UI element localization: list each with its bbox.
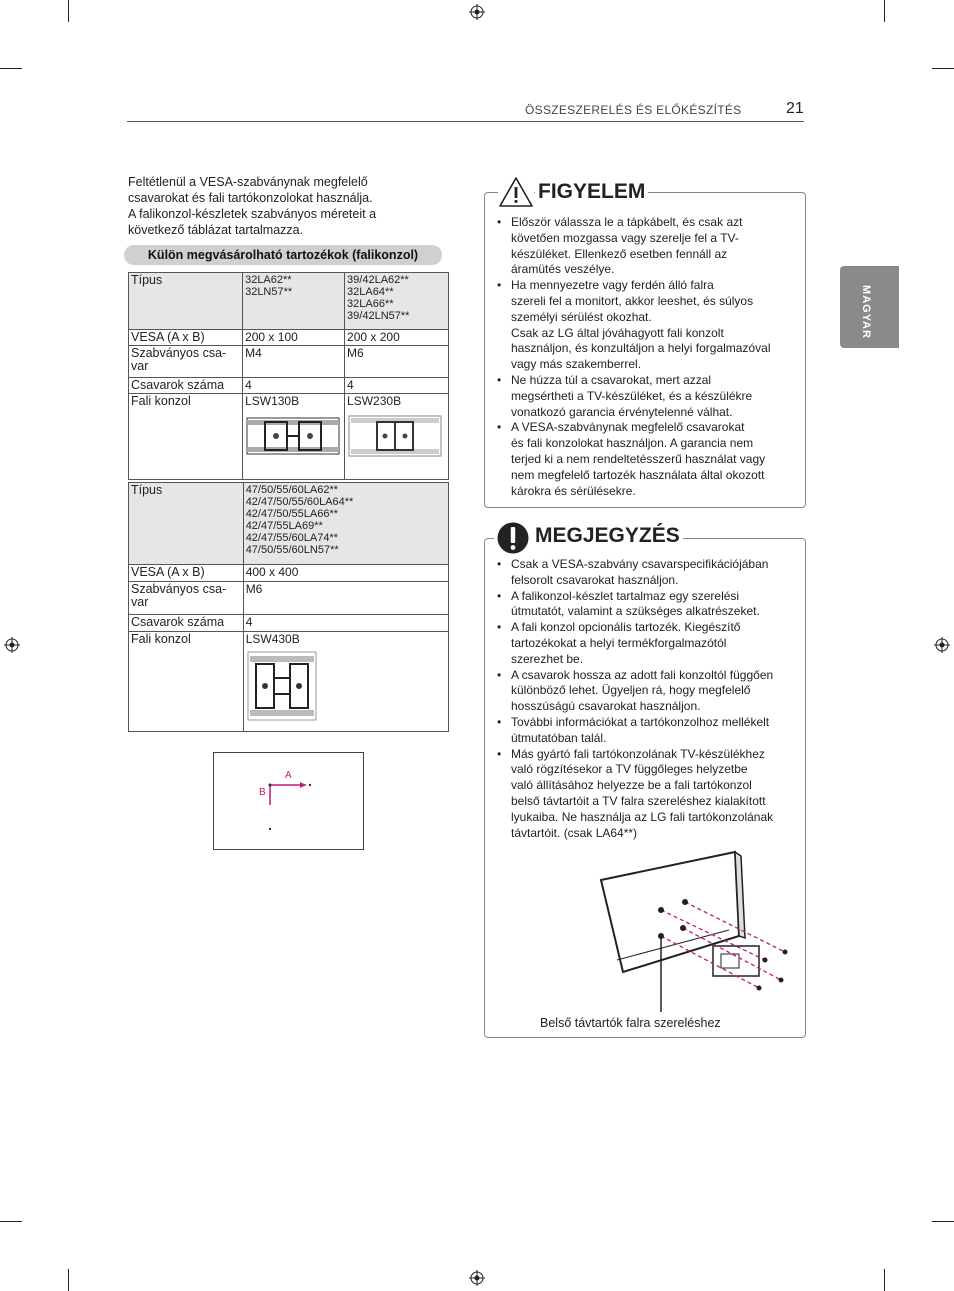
list-line: • Ne húzza túl a csavarokat, mert azzal xyxy=(511,372,712,387)
intro-line: A falikonzol-készletek szabványos méreteit a xyxy=(128,207,377,221)
row-label-screw xyxy=(129,582,244,615)
list-line: vagy más szakemberrel. xyxy=(511,357,642,372)
model-code: 39/42LA62** xyxy=(347,274,409,286)
mount-cell xyxy=(243,394,345,480)
model-code: 32LA66** xyxy=(347,298,394,310)
table-row xyxy=(129,330,449,346)
screw-cell: M6 xyxy=(345,346,449,378)
list-line: • A csavarok hossza az adott fali konzoltól függően xyxy=(511,667,774,682)
row-label-count: Csavarok száma xyxy=(129,615,244,632)
spec-table-group-2 xyxy=(128,482,449,732)
exclamation-circle-icon xyxy=(494,521,532,555)
label-line: Szabványos csa- xyxy=(131,346,227,360)
crop-mark xyxy=(884,1269,885,1291)
wall-bracket-lsw130b-icon xyxy=(245,412,341,460)
row-label-count: Csavarok száma xyxy=(129,378,243,394)
label-line: Szabványos csa- xyxy=(131,582,227,596)
list-line: útmutatót, valamint a szükséges alkatrészeket. xyxy=(511,604,760,619)
table-row xyxy=(129,378,449,394)
intro-line: csavarokat és fali tartókonzolokat használja. xyxy=(128,191,373,205)
section-title: ÖSSZESZERELÉS ÉS ELŐKÉSZÍTÉS xyxy=(525,103,742,117)
list-line: való állításához helyezze be a fali tartókonzol xyxy=(511,778,752,793)
wall-bracket-lsw230b-icon xyxy=(347,412,443,460)
table-row xyxy=(129,632,449,732)
list-line: • A falikonzol-készlet tartalmaz egy szerelési xyxy=(511,588,740,603)
list-line: személyi sérülést okozhat. xyxy=(511,309,652,324)
caution-title: FIGYELEM xyxy=(535,180,648,204)
label-line: var xyxy=(131,359,149,373)
model-code: 42/47/55LA69** xyxy=(245,520,323,532)
spacer-caption: Belső távtartók falra szereléshez xyxy=(540,1016,721,1030)
model-code: 47/50/55/60LN57** xyxy=(245,544,339,556)
list-line: vonatkozó garancia érvénytelenné válhat. xyxy=(511,404,733,419)
list-line: • Először válassza le a tápkábelt, és csak azt xyxy=(511,215,743,229)
crop-mark xyxy=(932,68,954,69)
model-code: 32LA64** xyxy=(347,286,394,298)
list-item xyxy=(497,420,797,499)
list-line: • Csak a VESA-szabvány csavarspecifikációjában xyxy=(511,557,769,571)
list-item xyxy=(497,278,797,373)
mount-model: LSW430B xyxy=(245,632,300,646)
row-label-mount: Fali konzol xyxy=(129,632,244,732)
language-tab-label: MAGYAR xyxy=(860,285,872,339)
model-code: 42/47/55/60LA74** xyxy=(245,532,339,544)
crop-mark xyxy=(68,0,69,22)
dimension-label-a: A xyxy=(285,770,292,781)
table-row xyxy=(129,565,449,582)
dimension-label-b: B xyxy=(259,787,266,798)
list-line: • Ha mennyezetre vagy ferdén álló falra xyxy=(511,278,714,293)
model-code: 32LN57** xyxy=(245,286,293,298)
mount-model: LSW230B xyxy=(347,394,402,408)
list-line: belső távtartóit a TV falra szereléshez kialakított xyxy=(511,793,766,808)
list-item xyxy=(497,747,797,842)
list-item xyxy=(497,373,797,420)
registration-mark-icon xyxy=(4,637,20,653)
count-cell: 4 xyxy=(243,615,448,632)
table-row xyxy=(129,273,449,330)
page-number: 21 xyxy=(786,100,804,117)
type-cell xyxy=(243,273,345,330)
registration-mark-icon xyxy=(469,4,485,20)
warning-triangle-icon xyxy=(498,176,534,208)
mount-cell xyxy=(345,394,449,480)
model-code: 42/47/50/55/60LA64** xyxy=(245,496,354,508)
list-line: való rögzítésekor a TV függőleges helyzetbe xyxy=(511,762,748,777)
intro-line: Feltétlenül a VESA-szabványnak megfelelő xyxy=(128,175,368,189)
registration-mark-icon xyxy=(469,1270,485,1286)
list-line: lyukaiba. Ne használja az LG fali tartókonzolának xyxy=(511,809,774,824)
list-item xyxy=(497,715,797,747)
list-line: károkra és sérülésekre. xyxy=(511,483,636,498)
note-list xyxy=(497,557,797,841)
intro-line: következő táblázat tartalmazza. xyxy=(128,223,304,237)
list-line: szerezhet be. xyxy=(511,651,584,666)
list-line: megsértheti a TV-készüléket, és a készülékre xyxy=(511,388,753,403)
list-item xyxy=(497,620,797,667)
mount-cell xyxy=(243,632,448,732)
list-line: szereli fel a monitort, akkor leeshet, és súlyos xyxy=(511,293,754,308)
list-line: és fali konzolokat használjon. A garancia nem xyxy=(511,436,754,451)
label-line: var xyxy=(131,595,149,609)
list-item xyxy=(497,557,797,589)
table-row xyxy=(129,582,449,615)
table-row xyxy=(129,615,449,632)
vesa-arrows-icon xyxy=(214,753,363,849)
list-line: áramütés veszélye. xyxy=(511,262,615,277)
wall-bracket-lsw430b-icon xyxy=(246,650,318,722)
model-code: 42/47/50/55LA66** xyxy=(245,508,339,520)
list-line: • Más gyártó fali tartókonzolának TV-készülékhez xyxy=(511,746,765,761)
row-label-vesa: VESA (A x B) xyxy=(129,330,243,346)
type-cell xyxy=(345,273,449,330)
caution-list xyxy=(497,215,797,499)
note-title: MEGJEGYZÉS xyxy=(532,524,683,548)
intro-paragraph xyxy=(128,174,428,238)
list-line: távtartóit. (csak LA64**) xyxy=(511,825,638,840)
table-row xyxy=(129,346,449,378)
vesa-cell: 200 x 200 xyxy=(345,330,449,346)
vesa-diagram xyxy=(213,752,364,850)
list-item xyxy=(497,215,797,278)
model-code: 39/42LN57** xyxy=(347,310,410,322)
model-code: 32LA62** xyxy=(245,274,292,286)
row-label-screw xyxy=(129,346,243,378)
model-code: 47/50/55/60LA62** xyxy=(245,484,339,496)
crop-mark xyxy=(0,68,22,69)
list-line: felsorolt csavarokat használjon. xyxy=(511,572,679,587)
spec-table-group-1 xyxy=(128,272,449,480)
crop-mark xyxy=(68,1269,69,1291)
crop-mark xyxy=(0,1221,22,1222)
count-cell: 4 xyxy=(243,378,345,394)
mount-model: LSW130B xyxy=(245,394,300,408)
list-item xyxy=(497,589,797,621)
list-line: • A fali konzol opcionális tartozék. Kiegészítő xyxy=(511,620,741,635)
list-line: Csak az LG által jóváhagyott fali konzolt xyxy=(511,325,724,340)
list-line: használjon, és konzultáljon a helyi forgalmazóval xyxy=(511,341,771,356)
list-line: követően mozgassa vagy szerelje fel a TV- xyxy=(511,230,739,245)
list-line: készüléket. Ellenkező esetben fennáll az xyxy=(511,246,728,261)
header-rule xyxy=(127,121,804,122)
count-cell: 4 xyxy=(345,378,449,394)
list-line: útmutatóban talál. xyxy=(511,730,607,745)
tv-spacer-illustration-icon xyxy=(595,850,795,1015)
list-line: terjed ki a nem rendeltetésszerű használat vagy xyxy=(511,451,766,466)
row-label-mount: Fali konzol xyxy=(129,394,243,480)
crop-mark xyxy=(884,0,885,22)
type-cell xyxy=(243,483,448,565)
screw-cell: M6 xyxy=(243,582,448,615)
table-row xyxy=(129,483,449,565)
list-line: • További információkat a tartókonzolhoz mellékelt xyxy=(511,714,770,729)
row-label-type: Típus xyxy=(129,483,244,565)
list-item xyxy=(497,668,797,715)
list-line: tartozékokat a helyi termékforgalmazótól xyxy=(511,635,727,650)
list-line: hosszúságú csavarokat használjon. xyxy=(511,699,701,714)
crop-mark xyxy=(932,1221,954,1222)
registration-mark-icon xyxy=(934,637,950,653)
row-label-type: Típus xyxy=(129,273,243,330)
list-line: különböző lehet. Ügyeljen rá, hogy megfelelő xyxy=(511,683,751,698)
list-line: • A VESA-szabványnak megfelelő csavarokat xyxy=(511,420,745,435)
screw-cell: M4 xyxy=(243,346,345,378)
language-tab xyxy=(840,266,899,348)
vesa-cell: 400 x 400 xyxy=(243,565,448,582)
table-heading: Külön megvásárolható tartozékok (falikonzol) xyxy=(124,245,442,265)
table-row xyxy=(129,394,449,480)
row-label-vesa: VESA (A x B) xyxy=(129,565,244,582)
list-line: nem megfelelő tartozék használata által okozott xyxy=(511,467,765,482)
vesa-cell: 200 x 100 xyxy=(243,330,345,346)
